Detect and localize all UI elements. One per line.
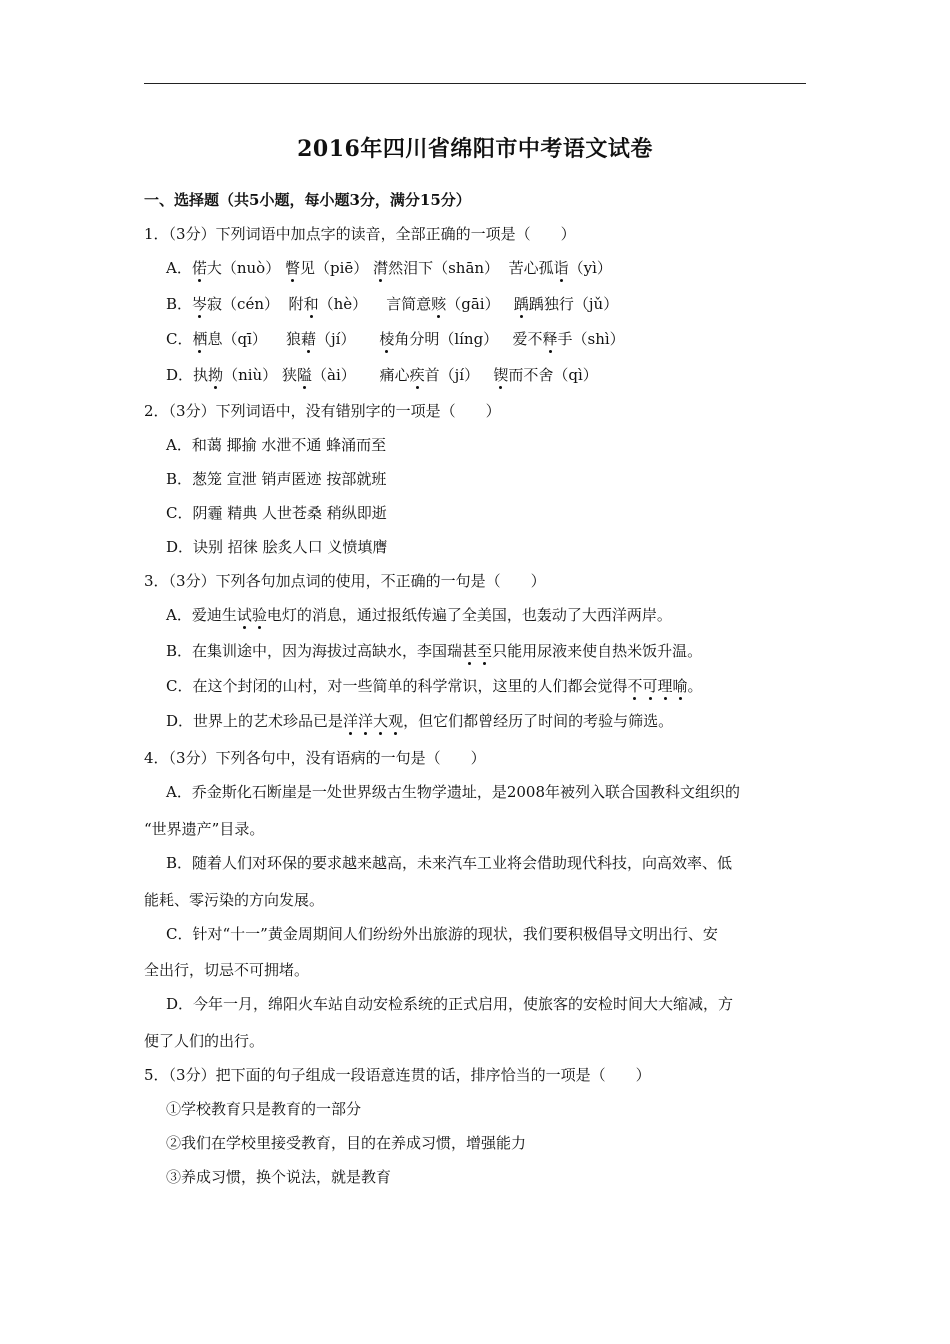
page-title: 2016年四川省绵阳市中考语文试卷 bbox=[297, 136, 653, 162]
question-3-stem: 3．（3分）下列各句加点词的使用，不正确的一句是（ ） bbox=[144, 572, 546, 590]
q3-option-b: B．在集训途中，因为海拔过高缺水，李国瑞甚至只能用尿液来使自热米饭升温。 bbox=[166, 642, 703, 660]
dotted-word bbox=[237, 606, 267, 624]
q3-option-d: D．世界上的艺术珍品已是洋洋大观，但它们都曾经历了时间的考验与筛选。 bbox=[166, 712, 674, 730]
q1-option-d: D．执拗（niù） 狭隘（ài） 痛心疾首（jí） 锲而不舍（qì） bbox=[166, 366, 598, 384]
q4-option-a-line2: “世界遗产”目录。 bbox=[144, 820, 265, 838]
dotted-word bbox=[343, 712, 403, 730]
q5-sentence-1: ①学校教育只是教育的一部分 bbox=[166, 1100, 362, 1118]
q2-option-a: A．和蔼 揶揄 水泄不通 蜂涌而至 bbox=[166, 436, 387, 454]
q4-option-d-line2: 便了人们的出行。 bbox=[144, 1032, 265, 1050]
q1-option-b: B．岑寂（cén） 附和（hè） 言简意赅（gāi） 踽踽独行（jǔ） bbox=[166, 295, 619, 313]
q2-option-d: D．诀别 招徕 脍炙人口 义愤填膺 bbox=[166, 538, 388, 556]
q1-option-c: C．栖息（qī） 狼藉（jí） 棱角分明（líng） 爱不释手（shì） bbox=[166, 330, 625, 348]
dotted-char: 试 bbox=[236, 606, 252, 624]
dotted-char: 不 bbox=[627, 677, 643, 695]
dotted-char: 洋 bbox=[343, 712, 359, 730]
q4-option-c-line2: 全出行，切忌不可拥堵。 bbox=[144, 961, 310, 979]
dotted-char: 可 bbox=[642, 677, 658, 695]
section-heading: 一、选择题（共5小题，每小题3分，满分15分） bbox=[144, 191, 471, 209]
q1-option-a: A．偌大（nuò） 瞥见（piē） 潸然泪下（shān） 苦心孤诣（yì） bbox=[166, 259, 612, 277]
dotted-char: 理 bbox=[657, 677, 673, 695]
question-4-stem: 4．（3分）下列各句中，没有语病的一句是（ ） bbox=[144, 749, 486, 767]
dotted-char: 喻 bbox=[672, 677, 688, 695]
dotted-char: 洋 bbox=[358, 712, 374, 730]
q4-option-a-line1: A．乔金斯化石断崖是一处世界级古生物学遗址，是2008年被列入联合国教科文组织的 bbox=[166, 783, 741, 801]
dotted-char: 验 bbox=[251, 606, 267, 624]
q4-option-c-line1: C．针对“十一”黄金周期间人们纷纷外出旅游的现状，我们要积极倡导文明出行、安 bbox=[166, 925, 718, 943]
q4-option-d-line1: D．今年一月，绵阳火车站自动安检系统的正式启用，使旅客的安检时间大大缩减，方 bbox=[166, 995, 734, 1013]
q5-sentence-2: ②我们在学校里接受教育，目的在养成习惯，增强能力 bbox=[166, 1134, 527, 1152]
dotted-char: 观 bbox=[388, 712, 404, 730]
q3-option-a: A．爱迪生试验电灯的消息，通过报纸传遍了全美国，也轰动了大西洋两岸。 bbox=[166, 606, 672, 624]
q5-sentence-3: ③养成习惯，换个说法，就是教育 bbox=[166, 1168, 392, 1186]
dotted-char: 甚 bbox=[462, 642, 478, 660]
question-5-stem: 5．（3分）把下面的句子组成一段语意连贯的话，排序恰当的一项是（ ） bbox=[144, 1066, 651, 1084]
dotted-char: 大 bbox=[373, 712, 389, 730]
question-1-stem: 1．（3分）下列词语中加点字的读音，全部正确的一项是（ ） bbox=[144, 225, 576, 243]
q2-option-c: C．阴霾 精典 人世苍桑 稍纵即逝 bbox=[166, 504, 387, 522]
q4-option-b-line2: 能耗、零污染的方向发展。 bbox=[144, 891, 325, 909]
q2-option-b: B．葱笼 宣泄 销声匿迹 按部就班 bbox=[166, 470, 387, 488]
q3-option-c: C．在这个封闭的山村，对一些简单的科学常识，这里的人们都会觉得不可理喻。 bbox=[166, 677, 703, 695]
dotted-char: 至 bbox=[477, 642, 493, 660]
question-2-stem: 2．（3分）下列词语中，没有错别字的一项是（ ） bbox=[144, 402, 501, 420]
q4-option-b-line1: B．随着人们对环保的要求越来越高，未来汽车工业将会借助现代科技，向高效率、低 bbox=[166, 854, 733, 872]
dotted-word bbox=[627, 677, 687, 695]
header-rule bbox=[144, 83, 806, 84]
dotted-word bbox=[462, 642, 492, 660]
